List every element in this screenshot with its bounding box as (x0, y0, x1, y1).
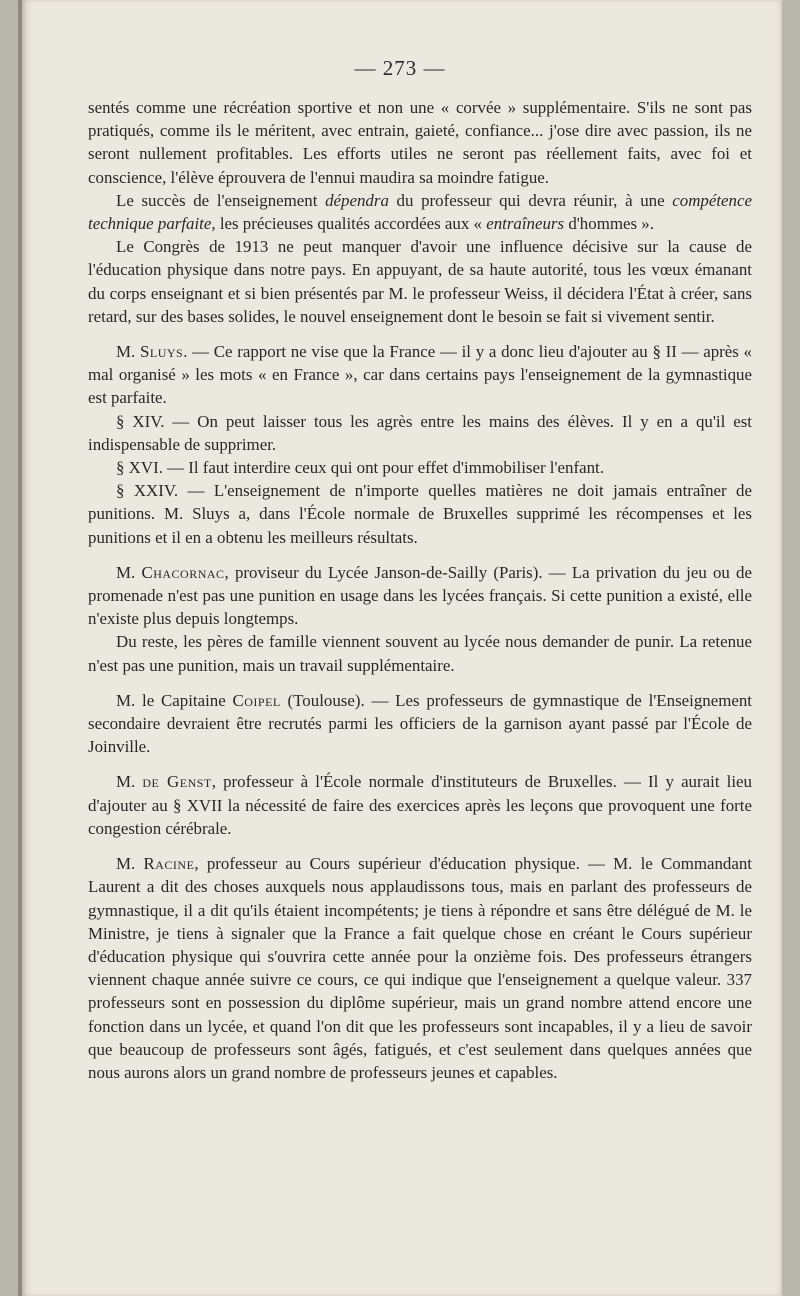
paragraph: M. Racine, professeur au Cours supérieur d'éducation physique. — M. le Commandant Laurent a dit des choses auxquels nous applaudissons tous, mais en parlant des professeurs de gymnastique, il a dit qu'ils étaient incompétents; je tiens à répondre et sans être délégué de M. le Ministre, je tiens à signaler que la France a fait quelque chose en créant le Cours supérieur d'éducation physique qui s'ouvrira cette année pour la onzième fois. Des professeurs étrangers viennent chaque année suivre ce cours, ce qui indique que l'enseignement a quelque valeur. 337 professeurs sont en possession du diplôme supérieur, mais un grand nombre attend encore une fonction dans un lycée, et quand l'on dit que les professeurs sont incapables, il y a lieu de savoir que beaucoup de professeurs sont âgés, fatigués, et c'est seulement dans quelques années que nous aurons alors un grand nombre de professeurs jeunes et capables. (88, 854, 752, 1082)
paragraph: M. le Capitaine Coipel (Toulouse). — Les professeurs de gymnastique de l'Enseignement secondaire devraient être recrutés parmi les officiers de la garnison ayant passé par l'École de Joinville. (88, 690, 752, 757)
speaker-name: Chacornac (141, 562, 225, 582)
page-number: — 273 — (354, 56, 446, 80)
paragraph: Du reste, les pères de famille viennent souvent au lycée nous demander de punir. La retenue n'est pas une punition, mais un travail supplémentaire. (88, 632, 752, 675)
speaker-name: Sluys (139, 342, 184, 362)
speaker-name: Racine (143, 854, 195, 874)
paragraph: § XVI. — Il faut interdire ceux qui ont pour effet d'immobiliser l'enfant. (116, 458, 604, 478)
paragraph: Le succès de l'enseignement dépendra du professeur qui devra réunir, à une compétence technique parfaite, les précieuses qualités accordées aux « entraîneurs d'hommes ». (88, 190, 752, 234)
paragraph: Le Congrès de 1913 ne peut manquer d'avoir une influence décisive sur la cause de l'éducation physique dans notre pays. En appuyant, de sa haute autorité, tous les vœux émanant du corps enseignant et si bien présentés par M. le professeur Weiss, il décidera l'État à créer, sans retard, sur des bases solides, le nouvel enseignement dont le besoin se fait si vivement sentir. (88, 237, 752, 326)
paragraph: M. de Genst, professeur à l'École normale d'instituteurs de Bruxelles. — Il y aurait lieu d'ajouter au § XVII la nécessité de faire des exercices après les leçons que provoquent une forte congestion cérébrale. (88, 772, 752, 838)
page-body (88, 96, 752, 1084)
paragraph: M. Sluys. — Ce rapport ne vise que la France — il y a donc lieu d'ajouter au § II — après « mal organisé » les mots « en France », car dans certains pays l'enseignement de la gymnastique est parfaite. (88, 342, 752, 408)
speaker-name: Coipel (232, 690, 281, 710)
paragraph: M. Chacornac, proviseur du Lycée Janson-de-Sailly (Paris). — La privation du jeu ou de promenade n'est pas une punition en usage dans les lycées français. Si cette punition a existé, elle n'existe plus depuis longtemps. (88, 562, 752, 629)
paragraph: § XXIV. — L'enseignement de n'importe quelles matières ne doit jamais entraîner de punitions. M. Sluys a, dans l'École normale de Bruxelles supprimé les récompenses et les punitions et il en a obtenu les meilleurs résultats. (88, 481, 752, 547)
speaker-name: de Genst (142, 772, 212, 792)
paragraph: § XIV. — On peut laisser tous les agrès entre les mains des élèves. Il y en a qu'il est indispensable de supprimer. (88, 411, 752, 454)
paragraph: sentés comme une récréation sportive et non une « corvée » supplémentaire. S'ils ne sont pas pratiqués, comme ils le méritent, avec entrain, gaieté, confiance... j'ose dire avec passion, ils ne seront nullement profitables. Les efforts utiles ne seront pas réellement faits, avec foi et conscience, l'élève éprouvera de l'ennui maudira sa moindre fatigue. (88, 98, 752, 187)
